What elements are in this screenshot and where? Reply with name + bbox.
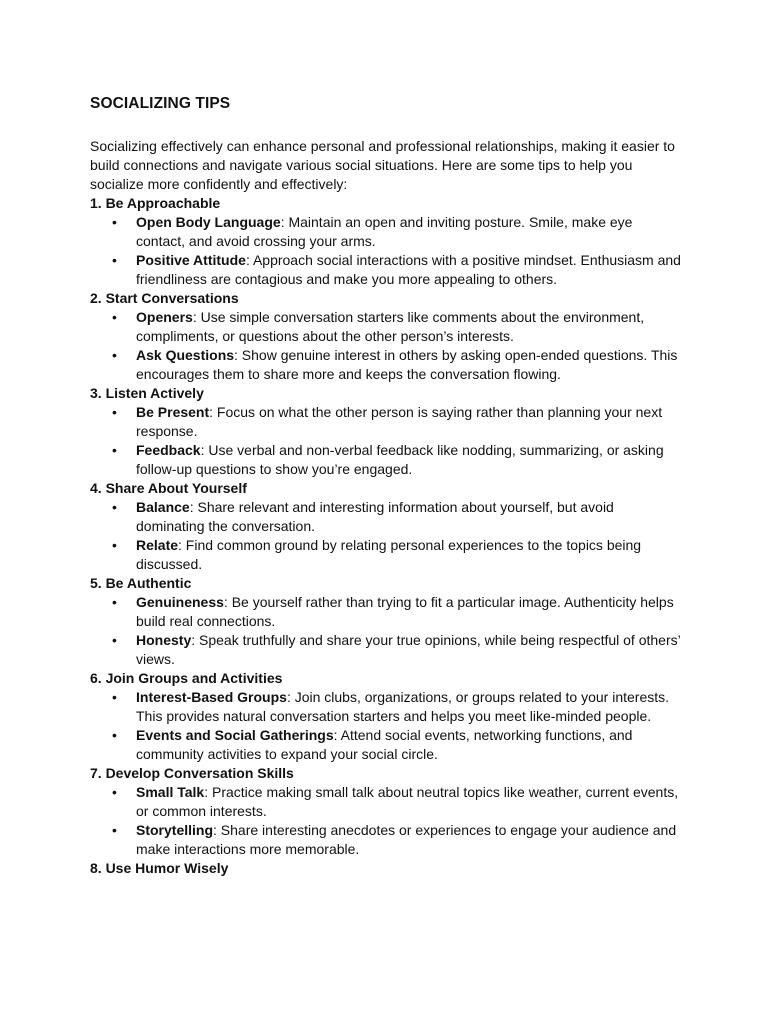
tip-term: Storytelling <box>136 822 214 838</box>
tip-term: Open Body Language <box>136 214 281 230</box>
tip-description: : Find common ground by relating personal experiences to the topics being discussed. <box>136 537 642 572</box>
tip-term: Small Talk <box>136 784 205 800</box>
list-item <box>90 821 682 859</box>
bullet-icon: • <box>112 537 117 553</box>
tip-section <box>90 194 688 289</box>
bullet-icon: • <box>112 632 117 648</box>
list-item <box>90 593 682 631</box>
page-title: SOCIALIZING TIPS <box>90 95 231 112</box>
list-item <box>90 403 682 441</box>
tip-description: : Focus on what the other person is saying rather than planning your next response. <box>136 404 663 439</box>
tip-term: Openers <box>136 309 193 325</box>
tip-description: : Attend social events, networking functions, and community activities to expand your social circle. <box>136 727 633 762</box>
tip-term: Be Present <box>136 404 210 420</box>
tip-section <box>90 574 688 669</box>
tip-term: Genuineness <box>136 594 224 610</box>
tip-description: : Share interesting anecdotes or experiences to engage your audience and make interactions more memorable. <box>136 822 677 857</box>
tip-description: : Approach social interactions with a positive mindset. Enthusiasm and friendliness are contagious and make you more appealing to others. <box>136 252 681 287</box>
section-heading: 5. Be Authentic <box>90 575 192 591</box>
bullet-icon: • <box>112 347 117 363</box>
bullet-icon: • <box>112 689 117 705</box>
tip-term: Ask Questions <box>136 347 235 363</box>
tip-section <box>90 384 688 479</box>
section-heading: 7. Develop Conversation Skills <box>90 765 294 781</box>
list-item <box>90 251 682 289</box>
tip-section <box>90 479 688 574</box>
list-item <box>90 498 682 536</box>
tip-description: : Join clubs, organizations, or groups related to your interests. This provides natural conversation starters and helps you meet like-minded people. <box>136 689 670 724</box>
tip-list <box>90 593 688 669</box>
bullet-icon: • <box>112 214 117 230</box>
tip-list <box>90 783 688 859</box>
tip-section <box>90 669 688 764</box>
bullet-icon: • <box>112 784 117 800</box>
tip-list <box>90 498 688 574</box>
section-heading: 6. Join Groups and Activities <box>90 670 283 686</box>
tip-section <box>90 859 688 878</box>
section-heading: 1. Be Approachable <box>90 195 221 211</box>
list-item <box>90 213 682 251</box>
tip-term: Positive Attitude <box>136 252 246 268</box>
bullet-icon: • <box>112 822 117 838</box>
tip-list <box>90 688 688 764</box>
tip-list <box>90 213 688 289</box>
tip-term: Relate <box>136 537 179 553</box>
bullet-icon: • <box>112 404 117 420</box>
tip-section <box>90 289 688 384</box>
tip-term: Balance <box>136 499 190 515</box>
list-item <box>90 783 682 821</box>
tip-term: Feedback <box>136 442 201 458</box>
list-item <box>90 441 682 479</box>
tip-list <box>90 308 688 384</box>
tip-term: Interest-Based Groups <box>136 689 287 705</box>
bullet-icon: • <box>112 727 117 743</box>
bullet-icon: • <box>112 252 117 268</box>
section-heading: 4. Share About Yourself <box>90 480 247 496</box>
tip-description: : Be yourself rather than trying to fit a particular image. Authenticity helps build real connections. <box>136 594 674 629</box>
list-item <box>90 308 682 346</box>
tip-description: : Share relevant and interesting information about yourself, but avoid dominating the conversation. <box>136 499 614 534</box>
section-heading: 3. Listen Actively <box>90 385 204 401</box>
bullet-icon: • <box>112 594 117 610</box>
tip-term: Events and Social Gatherings <box>136 727 334 743</box>
section-heading: 8. Use Humor Wisely <box>90 860 229 876</box>
bullet-icon: • <box>112 442 117 458</box>
intro-paragraph: Socializing effectively can enhance personal and professional relationships, making it easier to build connections and navigate various social situations. Here are some tips to help you socialize more confidently and effectively: <box>90 138 675 192</box>
tip-section <box>90 764 688 859</box>
tip-description: : Use verbal and non-verbal feedback like nodding, summarizing, or asking follow-up questions to show you’re engaged. <box>136 442 664 477</box>
bullet-icon: • <box>112 309 117 325</box>
tip-list <box>90 403 688 479</box>
tips-sections <box>90 194 688 878</box>
list-item <box>90 536 682 574</box>
tip-description: : Maintain an open and inviting posture. Smile, make eye contact, and avoid crossing your arms. <box>136 214 633 249</box>
list-item <box>90 726 682 764</box>
section-heading: 2. Start Conversations <box>90 290 239 306</box>
tip-description: : Practice making small talk about neutral topics like weather, current events, or common interests. <box>136 784 679 819</box>
tip-term: Honesty <box>136 632 192 648</box>
list-item <box>90 346 682 384</box>
tip-description: : Use simple conversation starters like comments about the environment, compliments, or questions about the other person’s interests. <box>136 309 645 344</box>
bullet-icon: • <box>112 499 117 515</box>
tip-description: : Show genuine interest in others by asking open-ended questions. This encourages them to share more and keeps the conversation flowing. <box>136 347 678 382</box>
list-item <box>90 688 682 726</box>
tip-description: : Speak truthfully and share your true opinions, while being respectful of others’ views. <box>136 632 681 667</box>
list-item <box>90 631 682 669</box>
